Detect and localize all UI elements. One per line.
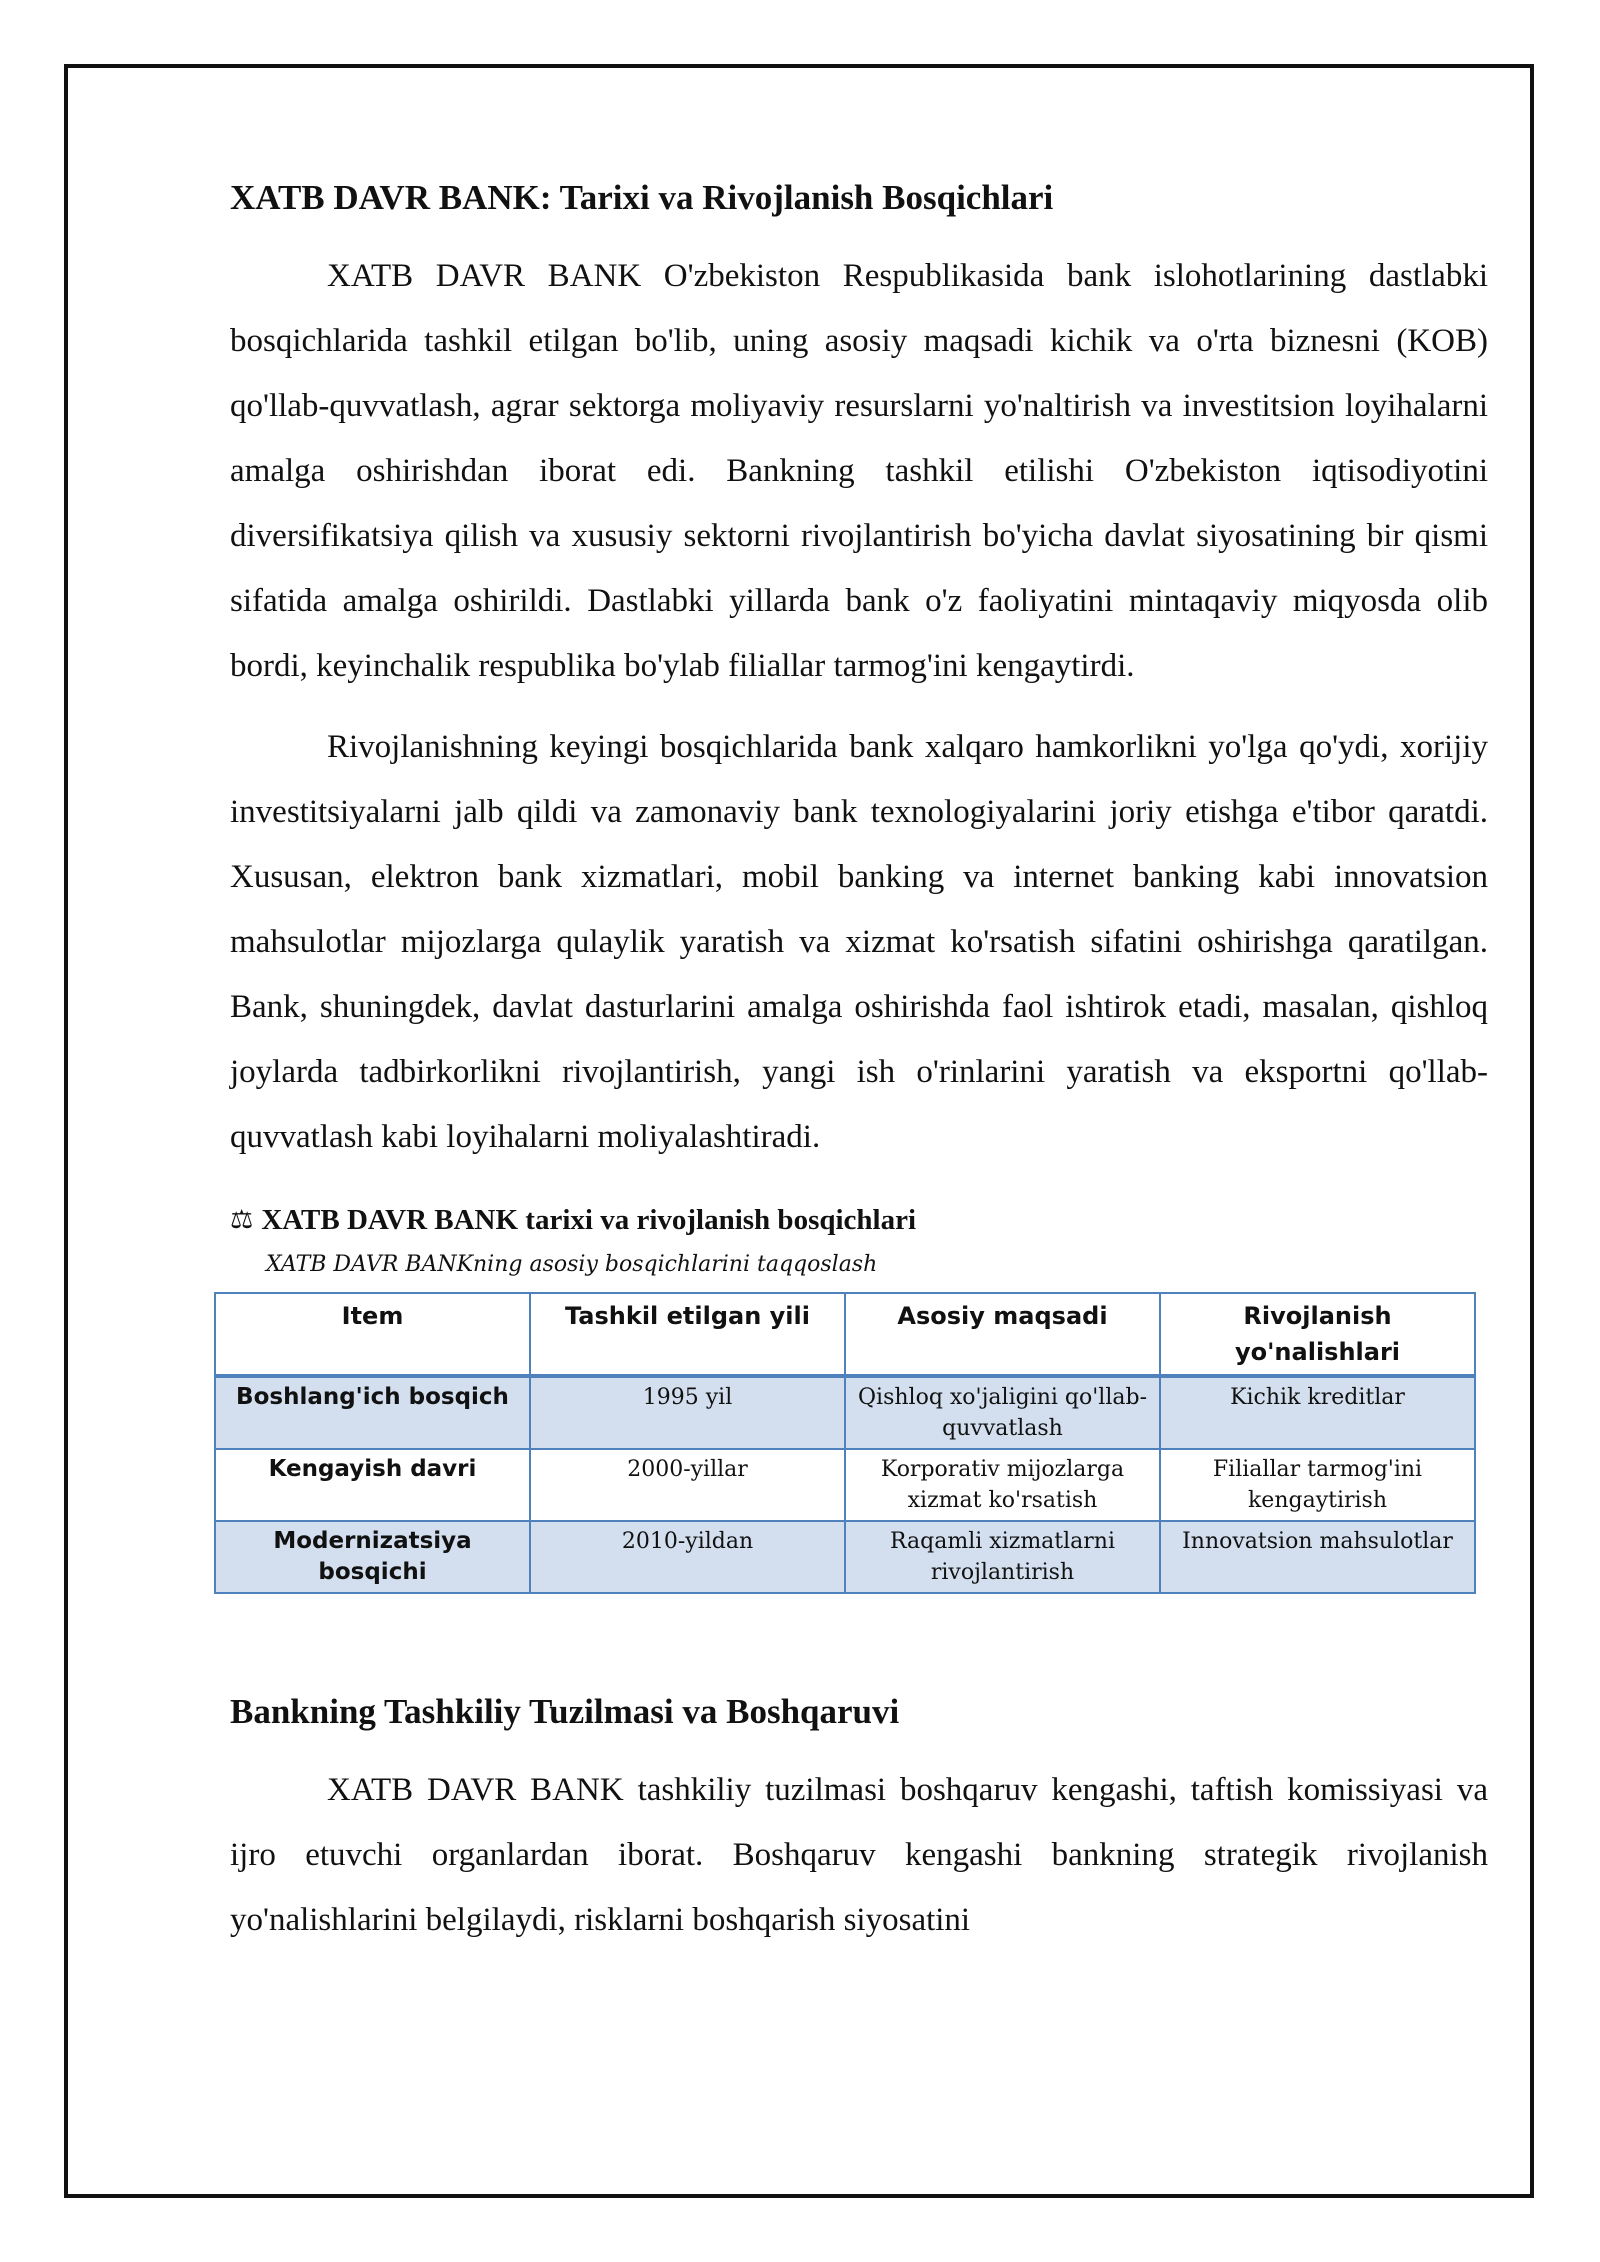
table-cell: 1995 yil	[530, 1376, 845, 1449]
table-cell: Qishloq xo'jaligini qo'llab-quvvatlash	[845, 1376, 1160, 1449]
paragraph: XATB DAVR BANK tashkiliy tuzilmasi boshqaruv kengashi, taftish komissiyasi va ijro etuvchi organlardan iborat. Boshqaruv kengashi bankning strategik rivojlanish yo'nalishlarini belgilaydi, risklarni boshqarish siyosatini	[230, 1772, 1488, 1938]
paragraph: Rivojlanishning keyingi bosqichlarida bank xalqaro hamkorlikni yo'lga qo'ydi, xorijiy investitsiyalarni jalb qildi va zamonaviy bank texnologiyalarini joriy etishga e'tibor qaratdi. Xususan, elektron bank xizmatlari, mobil banking va internet banking kabi innovatsion mahsulotlar mijozlarga qulaylik yaratish va xizmat ko'rsatish sifatini oshirishga qaratilgan. Bank, shuningdek, davlat dasturlarini amalga oshirishda faol ishtirok etadi, masalan, qishloq joylarda tadbirkorlikni rivojlantirish, yangi ish o'rinlarini yaratish va eksportni qo'llab-quvvatlash kabi loyihalarni moliyalashtiradi.	[230, 729, 1488, 1155]
table-caption-text: XATB DAVR BANK tarixi va rivojlanish bosqichlari	[261, 1204, 917, 1236]
table-cell: Kichik kreditlar	[1160, 1376, 1475, 1449]
section-heading-structure: Bankning Tashkiliy Tuzilmasi va Boshqaruvi	[230, 1692, 900, 1731]
table-cell: 2000-yillar	[530, 1449, 845, 1521]
paragraph: XATB DAVR BANK O'zbekiston Respublikasida bank islohotlarining dastlabki bosqichlarida tashkil etilgan bo'lib, uning asosiy maqsadi kichik va o'rta biznesni (KOB) qo'llab-quvvatlash, agrar sektorga moliyaviy resurslarni yo'naltirish va investitsion loyihalarni amalga oshirishdan iborat edi. Bankning tashkil etilishi O'zbekiston iqtisodiyotini diversifikatsiya qilish va xususiy sektorni rivojlantirish bo'yicha davlat siyosatining bir qismi sifatida amalga oshirildi. Dastlabki yillarda bank o'z faoliyatini mintaqaviy miqyosda olib bordi, keyinchalik respublika bo'ylab filiallar tarmog'ini kengaytirdi.	[230, 258, 1488, 684]
column-header: Item	[215, 1293, 530, 1376]
table-cell: 2010-yildan	[530, 1521, 845, 1593]
table-row	[215, 1449, 1475, 1521]
table-cell: Raqamli xizmatlarni rivojlantirish	[845, 1521, 1160, 1593]
table-cell: Korporativ mijozlarga xizmat ko'rsatish	[845, 1449, 1160, 1521]
table-row	[215, 1521, 1475, 1593]
table-caption	[230, 1200, 1488, 1240]
table-cell-item: Boshlang'ich bosqich	[215, 1376, 530, 1449]
column-header: Tashkil etilgan yili	[530, 1293, 845, 1376]
scales-icon: ⚖	[230, 1205, 254, 1235]
table-subtitle: XATB DAVR BANKning asosiy bosqichlarini taqqoslash	[266, 1252, 878, 1277]
table-header-row	[215, 1293, 1475, 1376]
spacer	[230, 1594, 1488, 1684]
column-header: Asosiy maqsadi	[845, 1293, 1160, 1376]
table-row	[215, 1376, 1475, 1449]
table-cell: Innovatsion mahsulotlar	[1160, 1521, 1475, 1593]
section-heading-history: XATB DAVR BANK: Tarixi va Rivojlanish Bosqichlari	[230, 178, 1054, 217]
table-cell-item: Modernizatsiya bosqichi	[215, 1521, 530, 1593]
document-content	[230, 170, 1488, 1969]
table-cell-item: Kengayish davri	[215, 1449, 530, 1521]
column-header: Rivojlanish yo'nalishlari	[1160, 1293, 1475, 1376]
table-cell: Filiallar tarmog'ini kengaytirish	[1160, 1449, 1475, 1521]
stages-table	[214, 1292, 1476, 1594]
